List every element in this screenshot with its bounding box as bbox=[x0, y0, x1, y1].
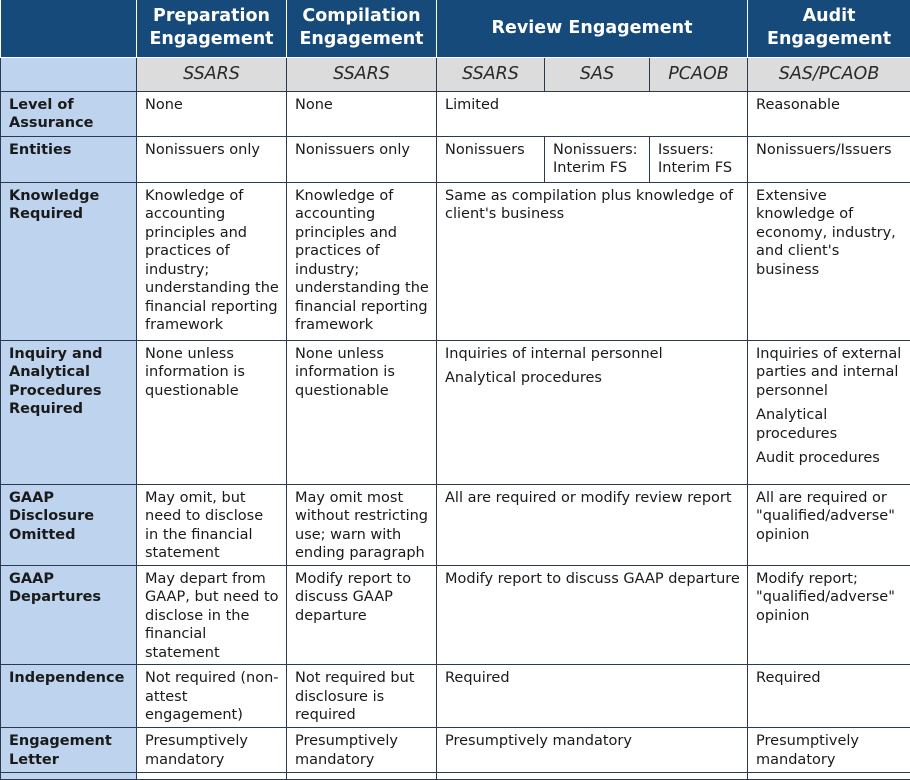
cell-disclosure-preparation: May omit, but need to disclose in the financial statement bbox=[137, 484, 287, 565]
row-label-independence: Independence bbox=[1, 665, 137, 728]
row-label-assurance: Level of Assurance bbox=[1, 91, 137, 136]
inquiry-audit-external: Inquiries of external parties and internal personnel bbox=[756, 345, 904, 401]
table-row bbox=[1, 182, 910, 340]
cell-entities-review-pcaob: Issuers: Interim FS bbox=[650, 136, 748, 182]
header-audit: Audit Engagement bbox=[748, 0, 910, 57]
cell-assurance-preparation: None bbox=[137, 91, 287, 136]
cell-assurance-compilation: None bbox=[287, 91, 437, 136]
standard-compilation: SSARS bbox=[287, 57, 437, 91]
table-row bbox=[1, 728, 910, 773]
cell-independence-audit: Required bbox=[748, 665, 910, 728]
cell-disclosure-compilation: May omit most without restricting use; warn with ending paragraph bbox=[287, 484, 437, 565]
standard-review-pcaob: PCAOB bbox=[650, 57, 748, 91]
header-corner bbox=[1, 0, 137, 57]
table-row bbox=[1, 91, 910, 136]
header-review: Review Engagement bbox=[437, 0, 748, 57]
cell-knowledge-review: Same as compilation plus knowledge of client's business bbox=[437, 182, 748, 340]
row-label-letter: Engagement Letter bbox=[1, 728, 137, 773]
cell-assurance-review: Limited bbox=[437, 91, 748, 136]
cell-inquiry-compilation: None unless information is questionable bbox=[287, 340, 437, 484]
header-preparation: Preparation Engagement bbox=[137, 0, 287, 57]
table-row bbox=[1, 484, 910, 565]
cell-knowledge-preparation: Knowledge of accounting principles and practices of industry; understanding the financial reporting framework bbox=[137, 182, 287, 340]
cell-inquiry-audit bbox=[748, 340, 910, 484]
cell-departures-review: Modify report to discuss GAAP departure bbox=[437, 565, 748, 665]
cell-inquiry-review bbox=[437, 340, 748, 484]
standard-review-sas: SAS bbox=[545, 57, 650, 91]
row-label-cut-off bbox=[1, 773, 137, 780]
cell-letter-compilation: Presumptively mandatory bbox=[287, 728, 437, 773]
standard-preparation: SSARS bbox=[137, 57, 287, 91]
cell-cut-off bbox=[287, 773, 437, 780]
row-label-disclosure: GAAP Disclosure Omitted bbox=[1, 484, 137, 565]
table-row-cut-off bbox=[1, 773, 910, 780]
cell-entities-preparation: Nonissuers only bbox=[137, 136, 287, 182]
cell-letter-audit: Presumptively mandatory bbox=[748, 728, 910, 773]
cell-cut-off bbox=[137, 773, 287, 780]
cell-knowledge-compilation: Knowledge of accounting principles and practices of industry; understanding the financial reporting framework bbox=[287, 182, 437, 340]
cell-cut-off bbox=[748, 773, 910, 780]
cell-entities-review-sas: Nonissuers: Interim FS bbox=[545, 136, 650, 182]
inquiry-audit-procedures: Audit procedures bbox=[756, 449, 904, 468]
standard-audit: SAS/PCAOB bbox=[748, 57, 910, 91]
cell-inquiry-preparation: None unless information is questionable bbox=[137, 340, 287, 484]
standards-corner bbox=[1, 57, 137, 91]
standard-review-ssars: SSARS bbox=[437, 57, 545, 91]
cell-knowledge-audit: Extensive knowledge of economy, industry, and client's business bbox=[748, 182, 910, 340]
cell-cut-off bbox=[437, 773, 748, 780]
inquiry-review-analytical: Analytical procedures bbox=[445, 369, 741, 388]
inquiry-review-internal: Inquiries of internal personnel bbox=[445, 345, 741, 364]
cell-independence-compilation: Not required but disclosure is required bbox=[287, 665, 437, 728]
row-label-knowledge: Knowledge Required bbox=[1, 182, 137, 340]
cell-letter-review: Presumptively mandatory bbox=[437, 728, 748, 773]
cell-independence-review: Required bbox=[437, 665, 748, 728]
row-label-entities: Entities bbox=[1, 136, 137, 182]
table-row bbox=[1, 665, 910, 728]
cell-letter-preparation: Presumptively mandatory bbox=[137, 728, 287, 773]
header-compilation: Compilation Engagement bbox=[287, 0, 437, 57]
table-row bbox=[1, 565, 910, 665]
cell-assurance-audit: Reasonable bbox=[748, 91, 910, 136]
cell-departures-preparation: May depart from GAAP, but need to disclose in the financial statement bbox=[137, 565, 287, 665]
cell-entities-compilation: Nonissuers only bbox=[287, 136, 437, 182]
table-row bbox=[1, 340, 910, 484]
cell-entities-audit: Nonissuers/Issuers bbox=[748, 136, 910, 182]
cell-disclosure-review: All are required or modify review report bbox=[437, 484, 748, 565]
cell-entities-review-ssars: Nonissuers bbox=[437, 136, 545, 182]
inquiry-audit-analytical: Analytical procedures bbox=[756, 406, 904, 443]
table-row bbox=[1, 136, 910, 182]
cell-independence-preparation: Not required (non-attest engagement) bbox=[137, 665, 287, 728]
row-label-departures: GAAP Departures bbox=[1, 565, 137, 665]
row-label-inquiry: Inquiry and Analytical Procedures Required bbox=[1, 340, 137, 484]
cell-departures-compilation: Modify report to discuss GAAP departure bbox=[287, 565, 437, 665]
cell-disclosure-audit: All are required or "qualified/adverse" opinion bbox=[748, 484, 910, 565]
cell-departures-audit: Modify report; "qualified/adverse" opinion bbox=[748, 565, 910, 665]
